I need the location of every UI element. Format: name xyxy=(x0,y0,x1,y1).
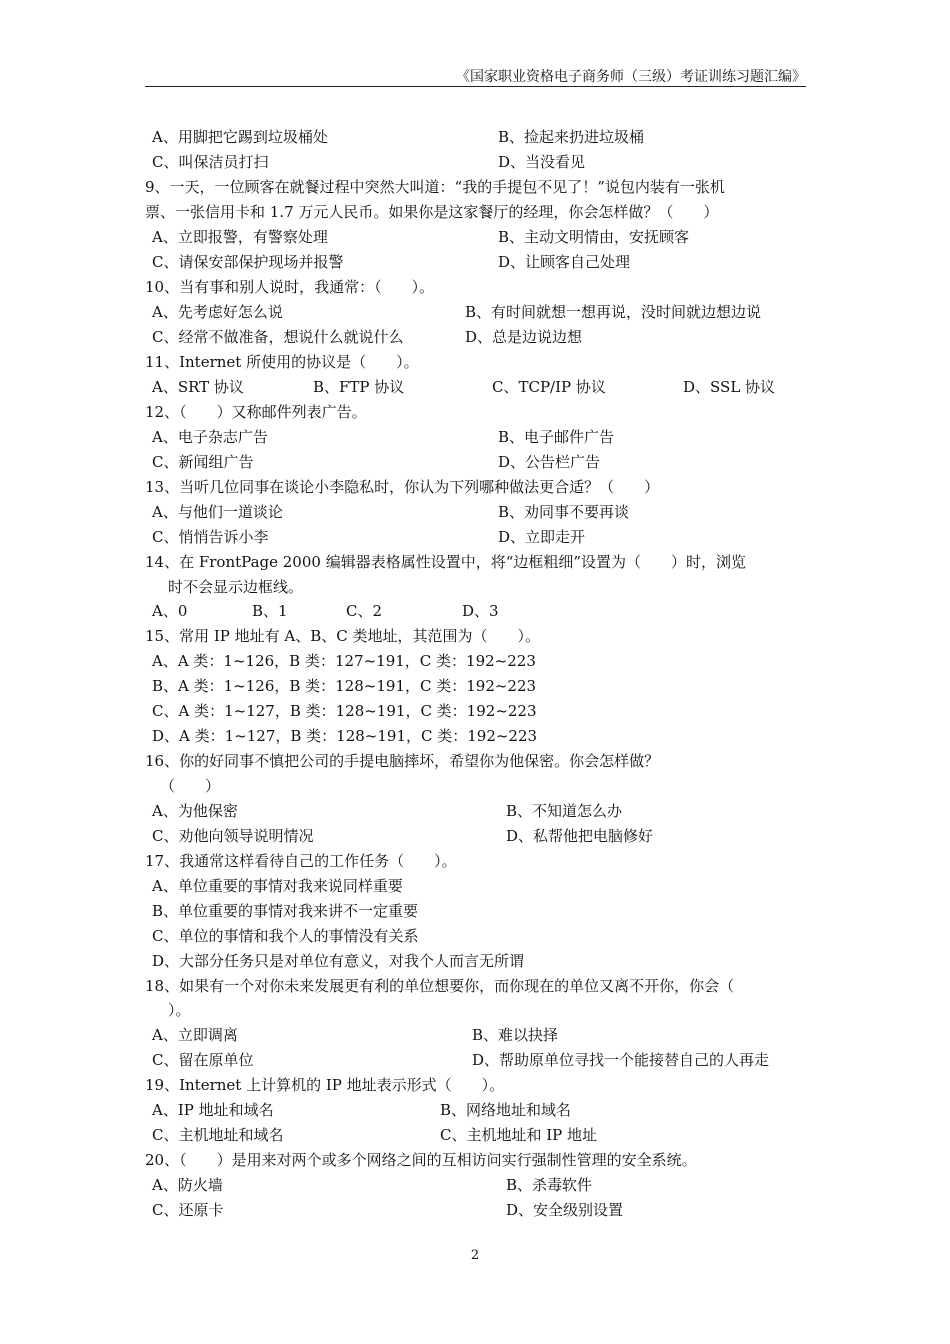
answer-option: D、当没看见 xyxy=(498,153,586,171)
answer-option: C、叫保洁员打扫 xyxy=(152,153,269,171)
question-text: 19、Internet 上计算机的 IP 地址表示形式（ ）。 xyxy=(145,1076,505,1094)
question-text: C、单位的事情和我个人的事情没有关系 xyxy=(152,927,419,945)
question-text: 13、当听几位同事在谈论小李隐私时，你认为下列哪种做法更合适？（ ） xyxy=(145,478,660,496)
answer-option: A、电子杂志广告 xyxy=(152,428,268,446)
question-text: 18、如果有一个对你未来发展更有利的单位想要你，而你现在的单位又离不开你，你会（ xyxy=(145,977,735,995)
question-text: ）。 xyxy=(168,1001,191,1019)
answer-option: D、让顾客自己处理 xyxy=(498,253,631,271)
answer-option: B、FTP 协议 xyxy=(313,378,405,396)
question-text: 17、我通常这样看待自己的工作任务（ ）。 xyxy=(145,852,457,870)
answer-option: A、防火墙 xyxy=(152,1176,223,1194)
answer-option: A、SRT 协议 xyxy=(152,378,244,396)
answer-option: A、IP 地址和域名 xyxy=(152,1101,274,1119)
answer-option: B、电子邮件广告 xyxy=(498,428,615,446)
answer-option: D、公告栏广告 xyxy=(498,453,601,471)
answer-option: B、网络地址和域名 xyxy=(440,1101,572,1119)
question-text: 10、当有事和别人说时，我通常：（ ）。 xyxy=(145,278,435,296)
answer-option: D、帮助原单位寻找一个能接替自己的人再走 xyxy=(472,1051,770,1069)
question-text: D、A 类：1~127，B 类：128~191，C 类：192~223 xyxy=(152,727,538,745)
answer-option: D、安全级别设置 xyxy=(506,1201,624,1219)
question-text: C、A 类：1~127，B 类：128~191，C 类：192~223 xyxy=(152,702,537,720)
answer-option: C、2 xyxy=(346,602,383,620)
answer-option: D、私帮他把电脑修好 xyxy=(506,827,654,845)
answer-option: C、主机地址和域名 xyxy=(152,1126,284,1144)
answer-option: A、先考虑好怎么说 xyxy=(152,303,283,321)
answer-option: B、不知道怎么办 xyxy=(506,802,623,820)
answer-option: C、主机地址和 IP 地址 xyxy=(440,1126,598,1144)
question-text: 14、在 FrontPage 2000 编辑器表格属性设置中，将“边框粗细”设置为（ ）时，浏览 xyxy=(145,553,747,571)
answer-option: C、悄悄告诉小李 xyxy=(152,528,269,546)
page-header: 《国家职业资格电子商务师（三级）考证训练习题汇编》 xyxy=(456,69,806,85)
question-text: 15、常用 IP 地址有 A、B、C 类地址，其范围为（ ）。 xyxy=(145,627,541,645)
answer-option: C、经常不做准备，想说什么就说什么 xyxy=(152,328,404,346)
answer-option: C、TCP/IP 协议 xyxy=(492,378,606,396)
answer-option: B、杀毒软件 xyxy=(506,1176,593,1194)
question-text: 20、（ ）是用来对两个或多个网络之间的互相访问实行强制性管理的安全系统。 xyxy=(145,1151,697,1169)
question-text: 16、你的好同事不慎把公司的手提电脑摔坏，希望你为他保密。你会怎样做？ xyxy=(145,752,660,770)
question-text: 票、一张信用卡和 1.7 万元人民币。如果你是这家餐厅的经理，你会怎样做？（ ） xyxy=(145,203,719,221)
question-text: B、单位重要的事情对我来讲不一定重要 xyxy=(152,902,419,920)
answer-option: D、3 xyxy=(462,602,499,620)
answer-option: B、有时间就想一想再说，没时间就边想边说 xyxy=(465,303,762,321)
answer-option: A、用脚把它踢到垃圾桶处 xyxy=(152,128,328,146)
answer-option: B、主动文明情由，安抚顾客 xyxy=(498,228,690,246)
question-text: 12、（ ）又称邮件列表广告。 xyxy=(145,403,367,421)
question-text: A、A 类：1~126，B 类：127~191，C 类：192~223 xyxy=(152,652,536,670)
answer-option: A、与他们一道谈论 xyxy=(152,503,283,521)
answer-option: C、劝他向领导说明情况 xyxy=(152,827,314,845)
question-text: B、A 类：1~126，B 类：128~191，C 类：192~223 xyxy=(152,677,537,695)
answer-option: A、0 xyxy=(152,602,188,620)
answer-option: C、请保安部保护现场并报警 xyxy=(152,253,344,271)
question-text: D、大部分任务只是对单位有意义，对我个人而言无所谓 xyxy=(152,952,525,970)
question-text: （ ） xyxy=(160,777,221,795)
answer-option: C、留在原单位 xyxy=(152,1051,254,1069)
answer-option: B、捡起来扔进垃圾桶 xyxy=(498,128,645,146)
answer-option: C、还原卡 xyxy=(152,1201,224,1219)
answer-option: D、总是边说边想 xyxy=(465,328,583,346)
answer-option: C、新闻组广告 xyxy=(152,453,254,471)
answer-option: A、立即报警，有警察处理 xyxy=(152,228,328,246)
answer-option: D、SSL 协议 xyxy=(683,378,776,396)
question-text: A、单位重要的事情对我来说同样重要 xyxy=(152,877,403,895)
page-number: 2 xyxy=(470,1248,480,1263)
question-text: 时不会显示边框线。 xyxy=(168,578,304,596)
answer-option: B、难以抉择 xyxy=(472,1026,559,1044)
answer-option: A、为他保密 xyxy=(152,802,238,820)
question-text: 9、一天，一位顾客在就餐过程中突然大叫道：“我的手提包不见了！”说包内装有一张机 xyxy=(145,178,725,196)
question-text: 11、Internet 所使用的协议是（ ）。 xyxy=(145,353,419,371)
answer-option: A、立即调离 xyxy=(152,1026,238,1044)
answer-option: B、劝同事不要再谈 xyxy=(498,503,630,521)
answer-option: B、1 xyxy=(252,602,288,620)
header-rule xyxy=(145,86,806,87)
answer-option: D、立即走开 xyxy=(498,528,586,546)
